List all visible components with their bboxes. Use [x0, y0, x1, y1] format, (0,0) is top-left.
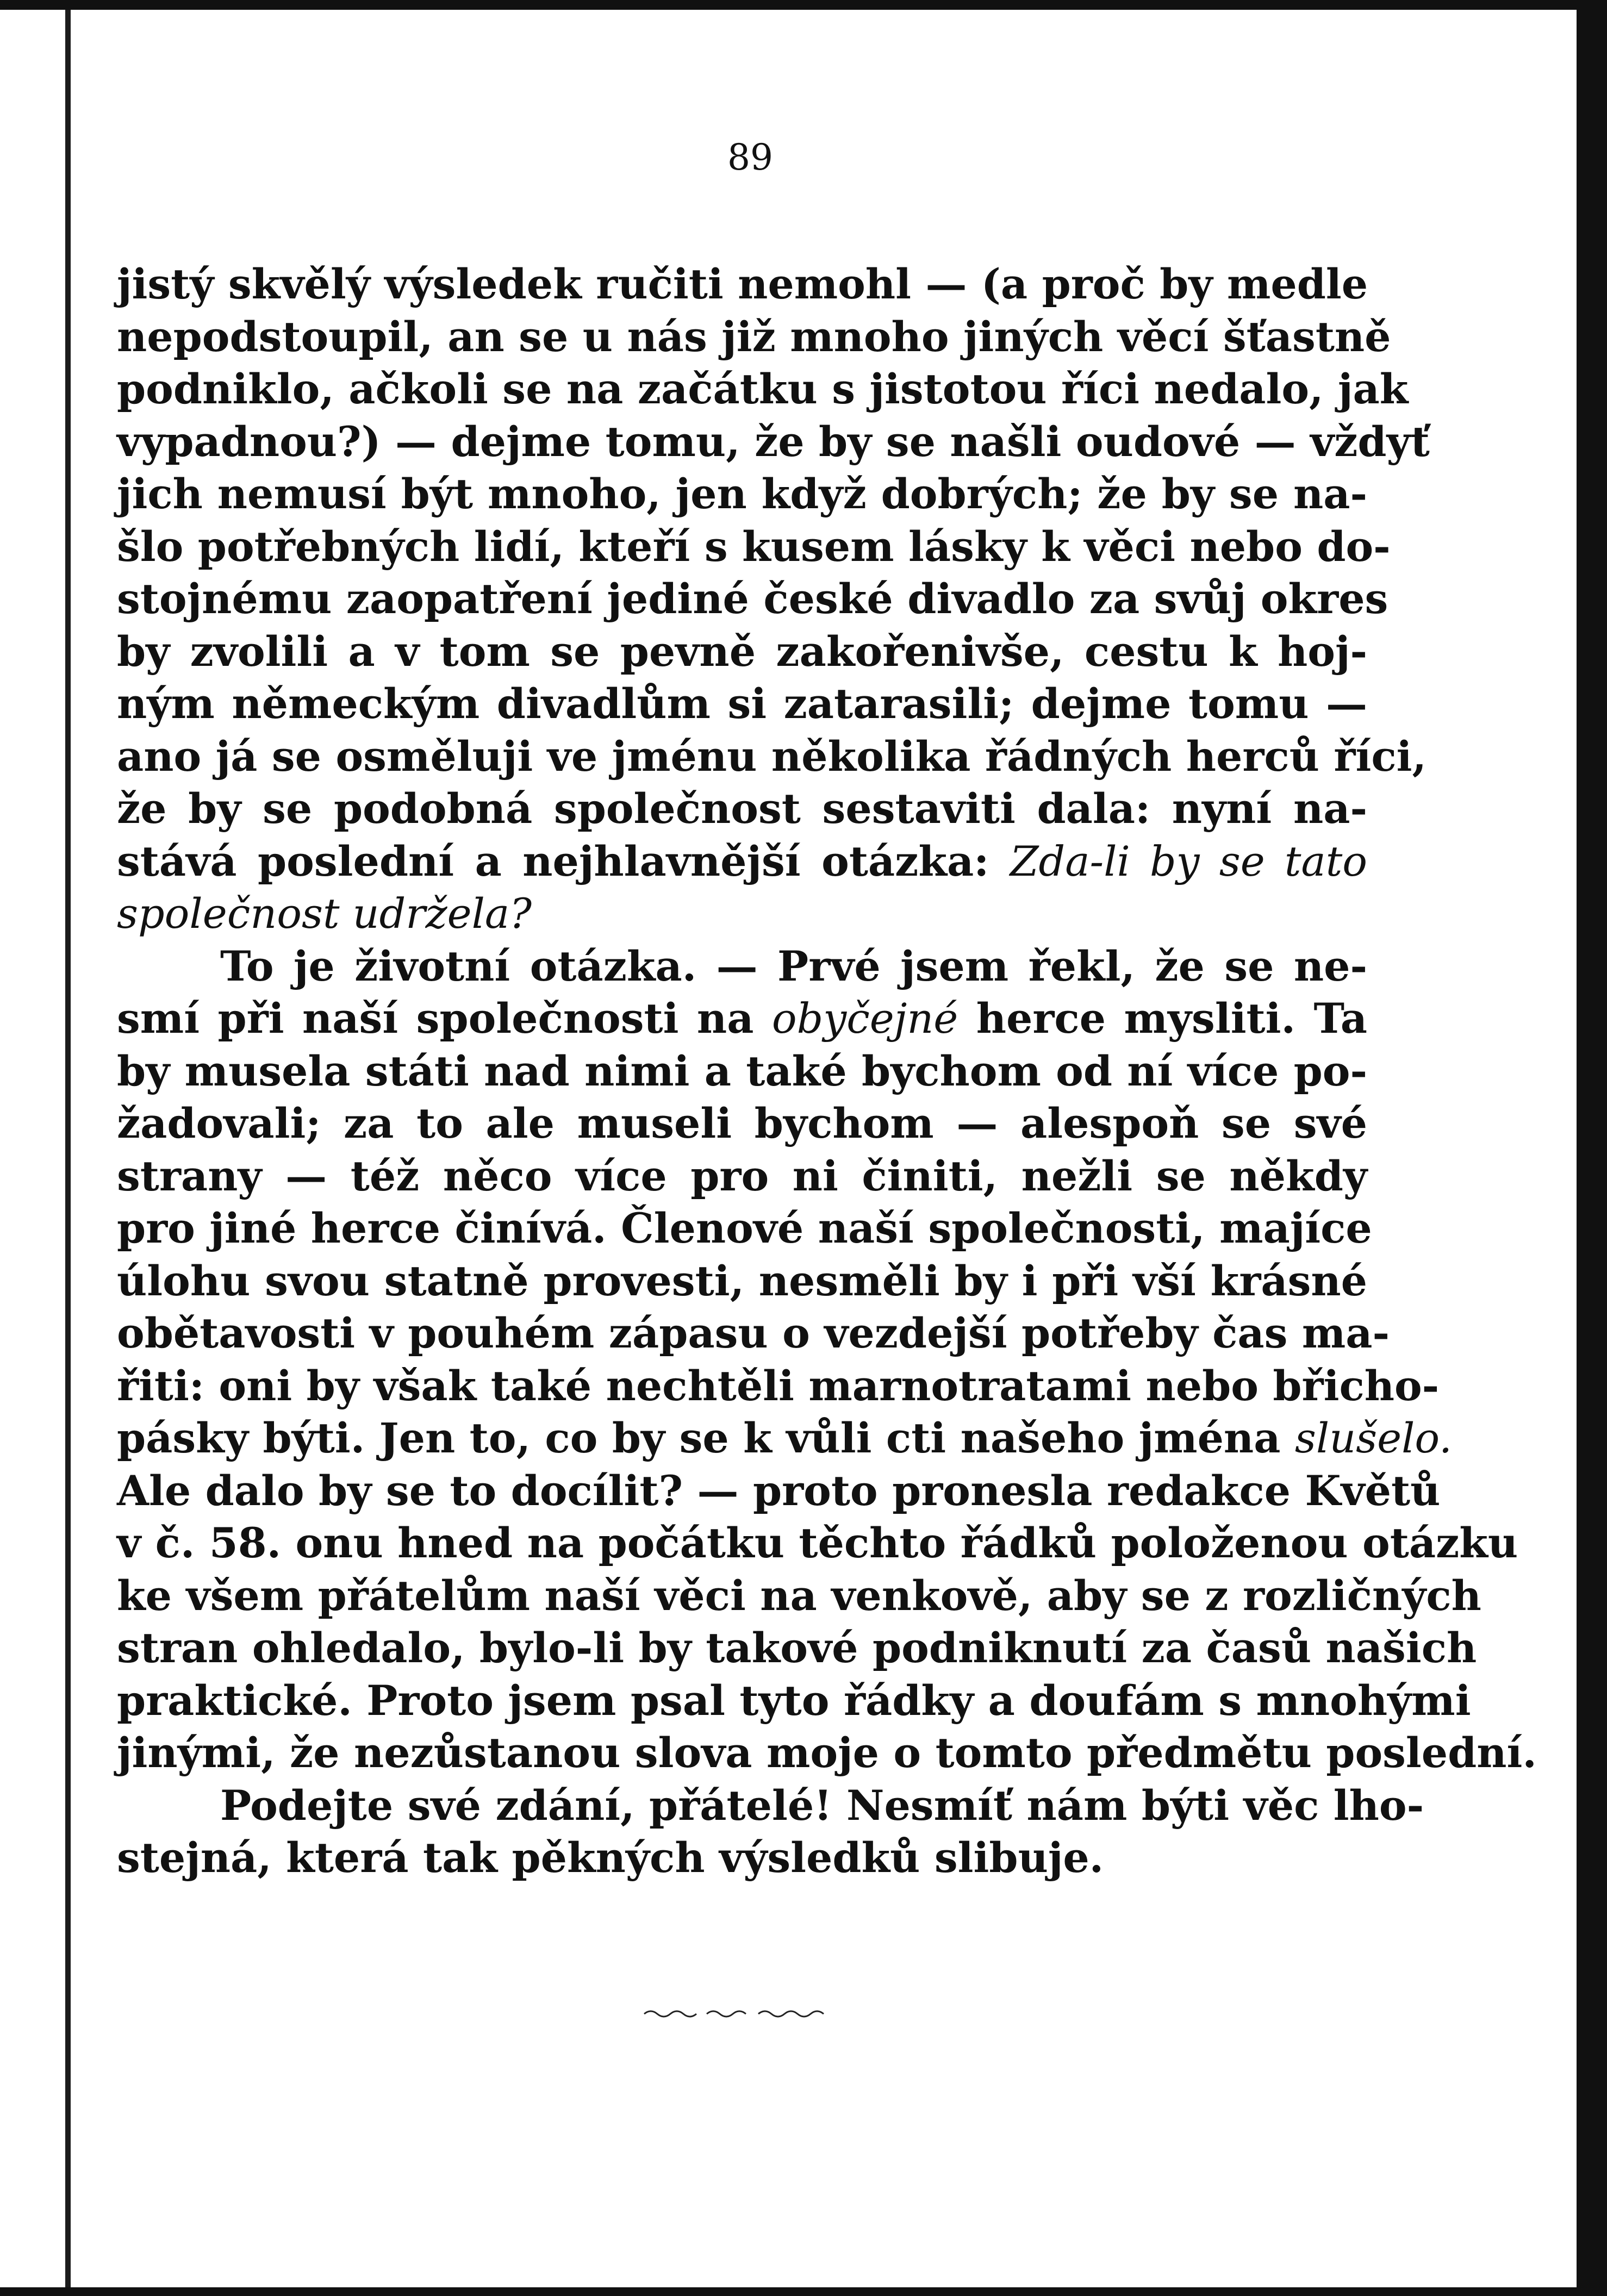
body-text	[117, 258, 1537, 1885]
text-line: vypadnou?) — dejme tomu, že by se našli oudové — vždyť	[117, 417, 1430, 466]
text-line: stejná, která tak pěkných výsledků slibuje.	[117, 1833, 1104, 1882]
text-line: šlo potřebných lidí, kteří s kusem lásky k věci nebo do-	[117, 522, 1391, 571]
text-line: stojnému zaopatření jediné české divadlo za svůj okres	[117, 575, 1388, 623]
text-line: by musela státi nad nimi a také bychom od ní více po-	[117, 1046, 1367, 1095]
text-line: strany — též něco více pro ni činiti, nežli se někdy	[117, 1151, 1367, 1200]
text-line: obětavosti v pouhém zápasu o vezdejší potřeby čas ma-	[117, 1309, 1390, 1357]
text-line: praktické. Proto jsem psal tyto řádky a doufám s mnohými	[117, 1676, 1471, 1725]
end-ornament	[641, 2006, 832, 2022]
text-line: ano já se osměluji ve jménu několika řádných herců říci,	[117, 732, 1427, 781]
text-line: stran ohledalo, bylo-li by takové podniknutí za časů našich	[117, 1624, 1477, 1672]
text-line: ke všem přátelům naší věci na venkově, aby se z rozličných	[117, 1571, 1481, 1620]
scan-border-right	[1577, 0, 1607, 2296]
text-line: jich nemusí být mnoho, jen když dobrých; že by se na-	[117, 470, 1367, 518]
text-line: smí při naší společnosti na obyčejné herce mysliti. Ta	[117, 994, 1367, 1043]
text-line: by zvolili a v tom se pevně zakořenivše, cestu k hoj-	[117, 627, 1367, 676]
italic-question: Zda-li by se tato	[1010, 837, 1367, 885]
text-line: To je životní otázka. — Prvé jsem řekl, že se ne-	[220, 941, 1367, 990]
italic-word: slušelo.	[1294, 1414, 1453, 1462]
text-line: pásky býti. Jen to, co by se k vůli cti našeho jména slušelo.	[117, 1414, 1453, 1462]
text-line	[117, 888, 1367, 940]
text-line: úlohu svou statně provesti, nesměli by i při vší krásné	[117, 1256, 1367, 1305]
text-line: jistý skvělý výsledek ručiti nemohl — (a proč by medle	[117, 260, 1368, 308]
italic-word: obyčejné	[771, 994, 958, 1043]
text-line: Ale dalo by se to docílit? — proto pronesla redakce Květů	[117, 1466, 1441, 1515]
italic-question: společnost udržela?	[117, 889, 532, 938]
page-content	[117, 136, 1537, 1885]
text-line: podniklo, ačkoli se na začátku s jistotou říci nedalo, jak	[117, 365, 1409, 413]
page-edge-rule	[65, 10, 71, 2287]
page-number: 89	[727, 136, 773, 178]
text-line: jinými, že nezůstanou slova moje o tomto předmětu poslední.	[117, 1729, 1537, 1777]
text-line: žadovali; za to ale museli bychom — alespoň se své	[117, 1099, 1367, 1147]
text-line: řiti: oni by však také nechtěli marnotratami nebo břicho-	[117, 1361, 1440, 1410]
scan-border-bottom	[0, 2287, 1607, 2296]
text-line: nepodstoupil, an se u nás již mnoho jiných věcí šťastně	[117, 312, 1391, 361]
text-line: pro jiné herce činívá. Členové naší společnosti, majíce	[117, 1204, 1372, 1252]
text-line: že by se podobná společnost sestaviti dala: nyní na-	[117, 784, 1367, 833]
text-line: v č. 58. onu hned na počátku těchto řádků položenou otázku	[117, 1519, 1518, 1567]
text-line: ným německým divadlům si zatarasili; dejme tomu —	[117, 679, 1367, 728]
text-line: Podejte své zdání, přátelé! Nesmíť nám býti věc lho-	[220, 1781, 1424, 1830]
text-line: stává poslední a nejhlavnější otázka: Zda-li by se tato	[117, 837, 1367, 885]
scan-border-top	[0, 0, 1607, 10]
